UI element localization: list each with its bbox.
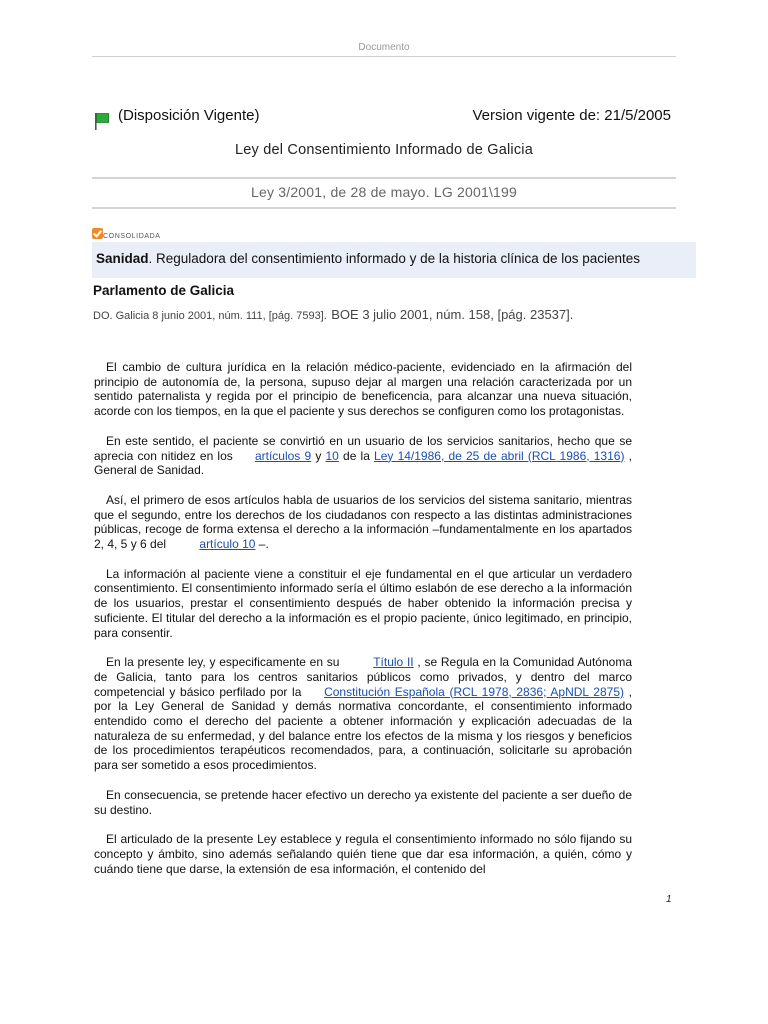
document-title: Ley del Consentimiento Informado de Galicia: [235, 142, 533, 158]
document-body: [94, 360, 632, 891]
publication-do: DO. Galicia 8 junio 2001, núm. 111, [pág. 7593].: [93, 310, 327, 322]
link-articulos-9[interactable]: artículos 9: [254, 448, 312, 463]
link-articulo-10[interactable]: artículo 10: [199, 537, 256, 552]
law-reference: Ley 3/2001, de 28 de mayo. LG 2001\199: [250, 184, 518, 200]
issuing-authority: Parlamento de Galicia: [93, 283, 235, 298]
reference-box: [92, 177, 676, 209]
link-ley-14-1986[interactable]: Ley 14/1986, de 25 de abril (RCL 1986, 1316): [374, 448, 625, 463]
page-number: 1: [666, 894, 672, 905]
subject-banner: [92, 242, 696, 278]
green-flag-icon: [94, 112, 110, 130]
publication-boe: BOE 3 julio 2001, núm. 158, [pág. 23537].: [331, 307, 574, 322]
version-date: Version vigente de: 21/5/2005: [472, 107, 671, 124]
paragraph: El cambio de cultura jurídica en la relación médico-paciente, evidenciado en la afirmación del principio de autonomía de, la persona, supuso dejar al margen una relación caracterizada por un sentido paternalista y regida por el principio de beneficencia, para alcanzar una nueva situación, acorde con los tiempos, en la que el paciente y sus derechos se configuren como los protagonistas.: [94, 360, 632, 419]
paragraph: En consecuencia, se pretende hacer efectivo un derecho ya existente del paciente a ser dueño de su destino.: [94, 787, 632, 817]
subject-topic: Sanidad: [96, 251, 149, 266]
paragraph: En la presente ley, y especificamente en su Título II , se Regula en la Comunidad Autónoma de Galicia, tanto para los centros sanitarios públicos como privados, y dentro del marco competencial y básico perfilado por la Constitución Española (RCL 1978, 2836; ApNDL 2875) , por la Ley General de Sanidad y demás normativa concordante, el consentimiento informado entendido como el derecho del paciente a obtener información y explicación adecuadas de la naturaleza de su enfermedad, y del balance entre los efectos de la misma y los riesgos y beneficios de los procedimientos terapéuticos recomendados, para, a continuación, solicitarle su aprobación para ser sometido a esos procedimientos.: [94, 655, 633, 773]
link-constitucion-espanola[interactable]: Constitución Española (RCL 1978, 2836; ApNDL 2875): [324, 684, 624, 699]
disposition-status: (Disposición Vigente): [118, 107, 260, 124]
publication-line: [93, 306, 573, 324]
header-label: Documento: [358, 42, 410, 53]
paragraph: La información al paciente viene a constituir el eje fundamental en el que articular un verdadero consentimiento. El consentimiento informado sería el último eslabón de ese derecho a la información de los usuarios, prestar el consentimiento después de haber obtenido la información precisa y suficiente. El titular del derecho a la información es el propio paciente, único legitimado, en principio, para consentir.: [94, 566, 632, 640]
badge-label: CONSOLIDADA: [103, 233, 161, 240]
paragraph: En este sentido, el paciente se convirtió en un usuario de los servicios sanitarios, hecho que se aprecia con nitidez en los artículos 9 y 10 de la Ley 14/1986, de 25 de abril (RCL 1986, 1316) , General de Sanidad.: [94, 433, 632, 478]
link-articulo-10[interactable]: 10: [325, 448, 339, 463]
subject-description: . Reguladora del consentimiento informado y de la historia clínica de los pacientes: [148, 251, 641, 266]
paragraph: El articulado de la presente Ley establece y regula el consentimiento informado no sólo fijando su concepto y ámbito, sino además señalando quién tiene que dar esa información, a quién, cómo y cuándo tiene que darse, la extensión de esa información, el contenido del: [94, 832, 632, 876]
status-row: [94, 107, 674, 129]
header-divider: [92, 56, 676, 57]
subject-line: [96, 251, 640, 266]
paragraph: Así, el primero de esos artículos habla de usuarios de los servicios del sistema sanitario, mientras que el segundo, entre los derechos de los ciudadanos con respecto a las distintas administraciones públicas, recoge de forma extensa el derecho a la información –fundamentalmente en los apartados 2, 4, 5 y 6 del artículo 10 –.: [94, 492, 632, 552]
link-titulo-ii[interactable]: Título II: [373, 655, 414, 670]
checkmark-icon: [92, 228, 103, 239]
